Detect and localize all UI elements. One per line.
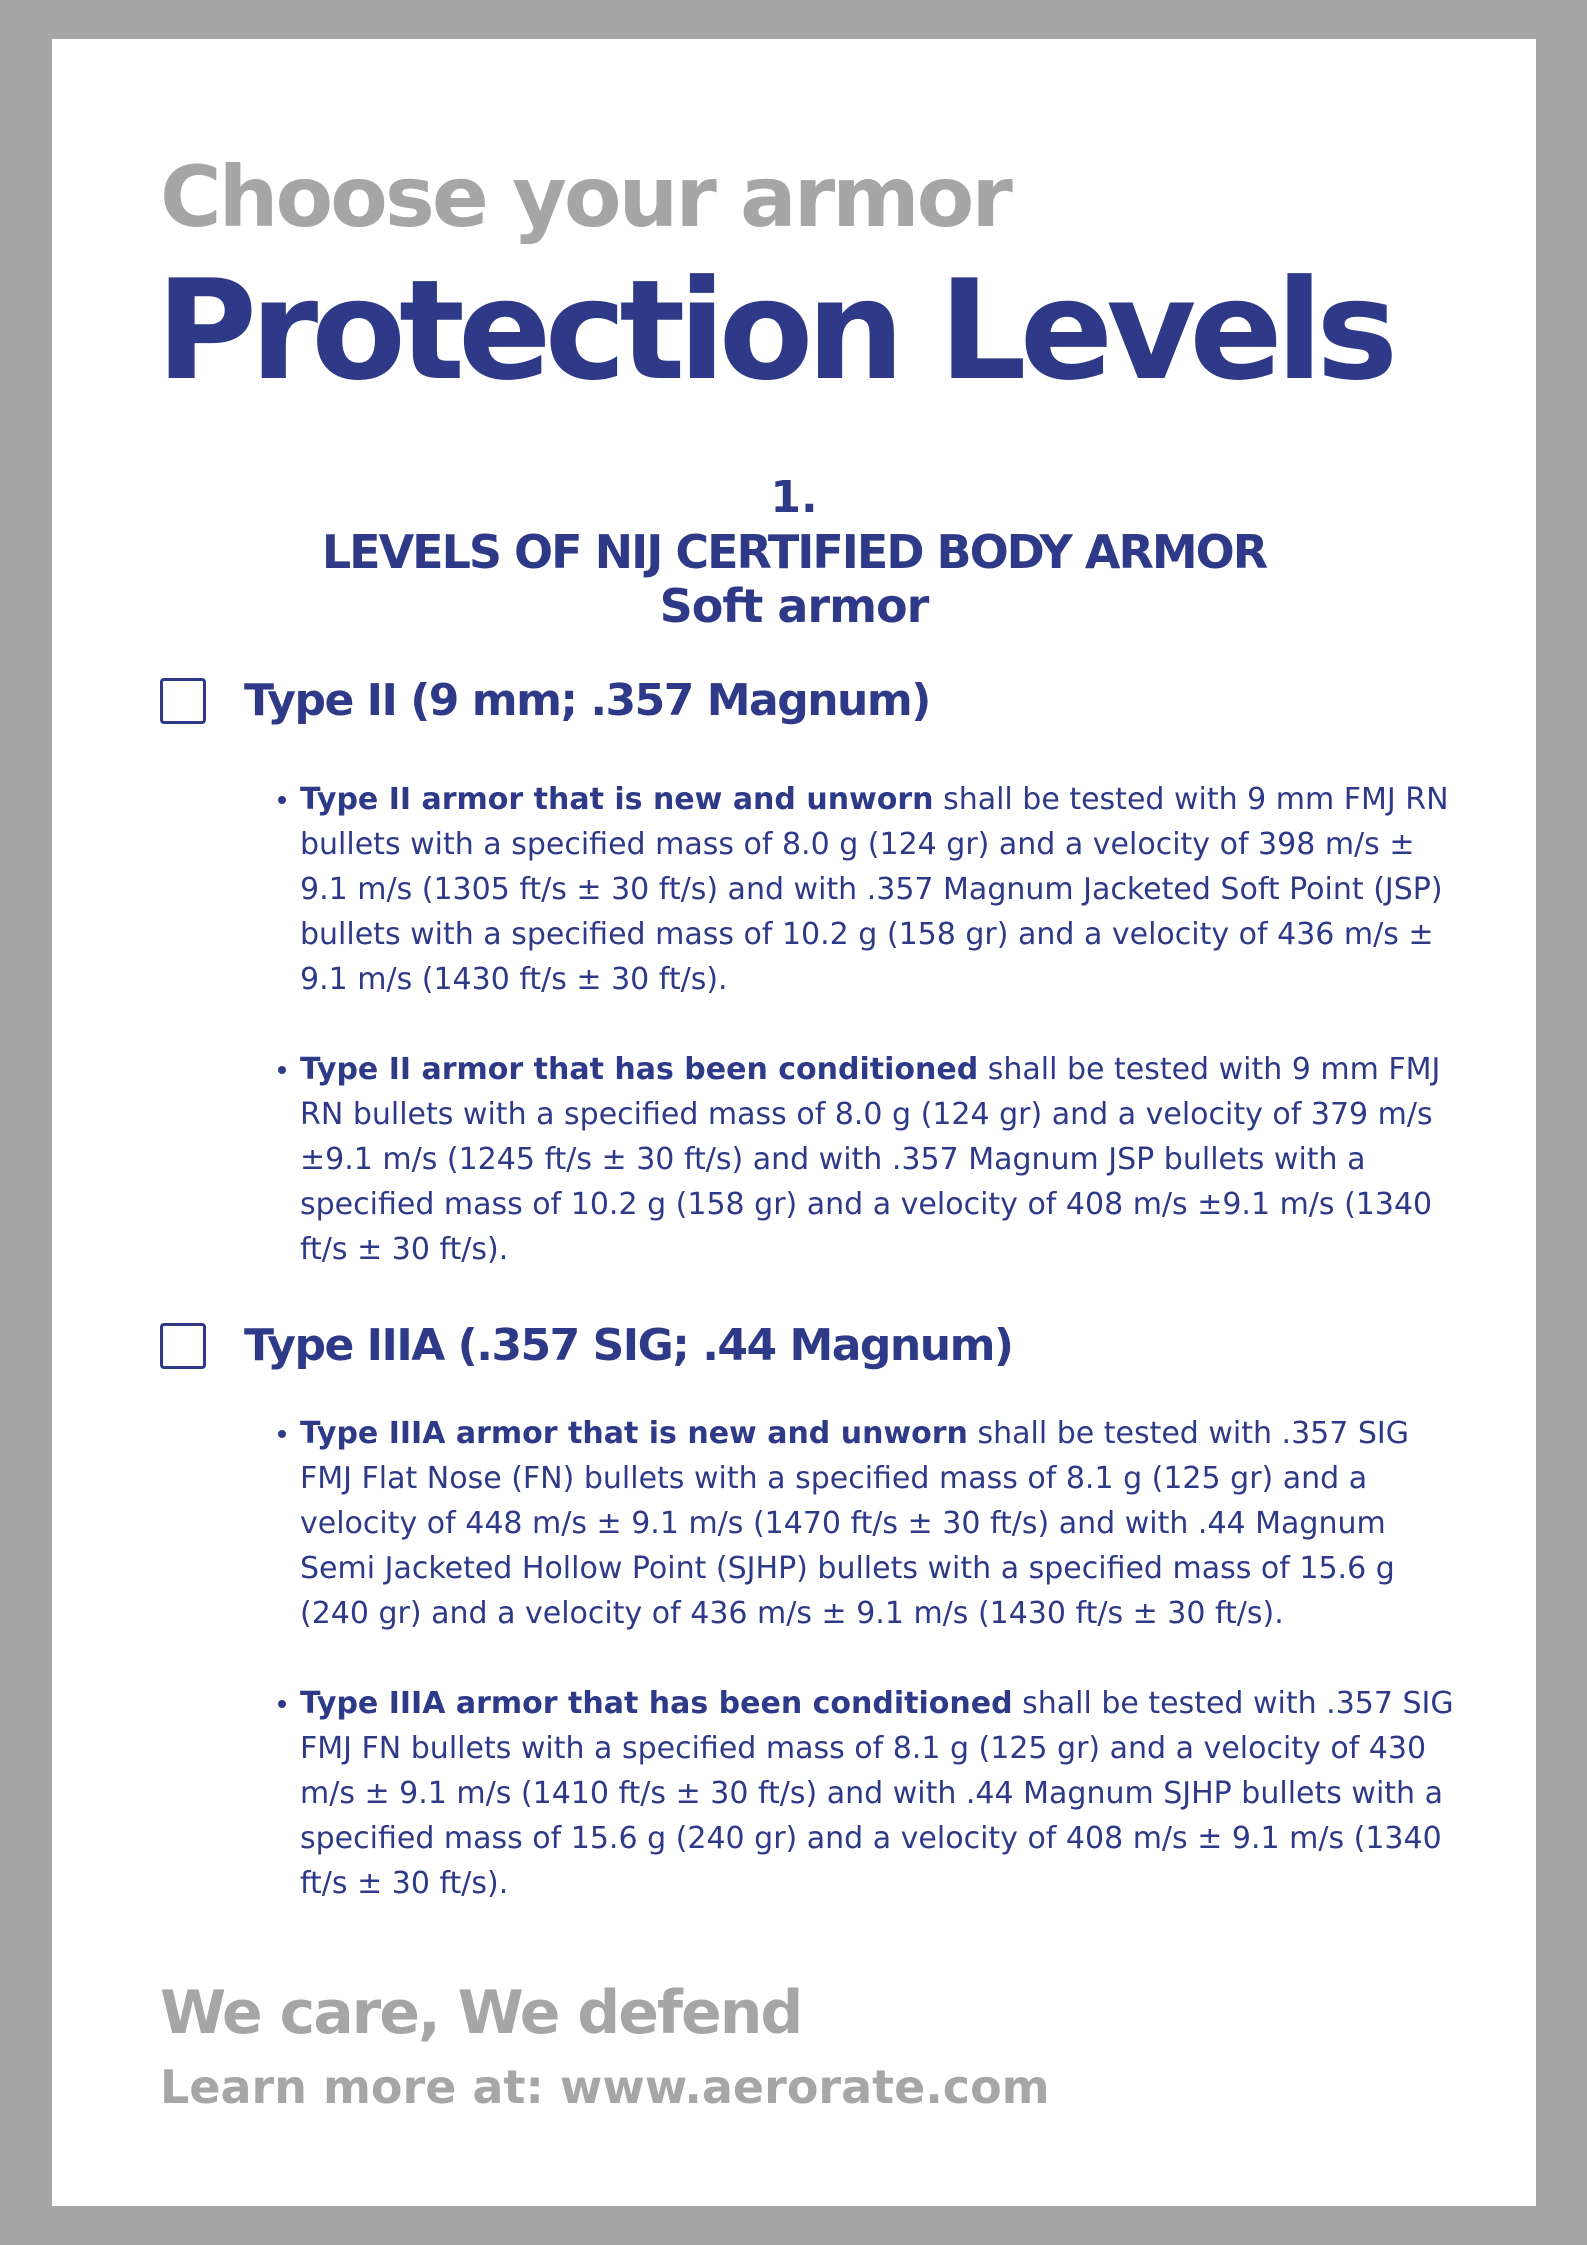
checkbox-type-iiia[interactable]: [160, 1323, 206, 1369]
list-item: [300, 777, 1470, 1002]
section-heading: [52, 471, 1536, 633]
document-page: [52, 39, 1536, 2206]
bullet-lead: Type II armor that is new and unworn: [300, 782, 934, 817]
bullet-text: shall be tested with 9 mm FMJ RN bullets with a specified mass of 8.0 g (124 gr) and a velocity of 379 m/s ±9.1 m/s (1245 ft/s ± 30 ft/s) and with .357 Magnum JSP bullets with a specified mass of 10.2 g (158 gr) and a velocity of 408 m/s ±9.1 m/s (1340 ft/s ± 30 ft/s).: [300, 1052, 1441, 1267]
type-title: Type II (9 mm; .357 Magnum): [244, 675, 930, 726]
section-number: 1.: [770, 472, 818, 523]
type-title: Type IIIA (.357 SIG; .44 Magnum): [244, 1320, 1013, 1371]
bullet-text: shall be tested with .357 SIG FMJ Flat Nose (FN) bullets with a specified mass of 8.1 g (125 gr) and a velocity of 448 m/s ± 9.1 m/s (1470 ft/s ± 30 ft/s) and with .44 Magnum Semi Jacketed Hollow Point (SJHP) bullets with a specified mass of 15.6 g (240 gr) and a velocity of 436 m/s ± 9.1 m/s (1430 ft/s ± 30 ft/s).: [300, 1416, 1410, 1631]
list-item: [300, 1681, 1470, 1906]
page-kicker: Choose your armor: [160, 148, 1010, 246]
bullet-list-type-iiia: [300, 1411, 1470, 1906]
bullet-text: shall be tested with .357 SIG FMJ FN bullets with a specified mass of 8.1 g (125 gr) and a velocity of 430 m/s ± 9.1 m/s (1410 ft/s ± 30 ft/s) and with .44 Magnum SJHP bullets with a specified mass of 15.6 g (240 gr) and a velocity of 408 m/s ± 9.1 m/s (1340 ft/s ± 30 ft/s).: [300, 1686, 1454, 1901]
type-row-type-iiia: [160, 1318, 1013, 1374]
list-item: [300, 1047, 1470, 1272]
footer-slogan: We care, We defend: [160, 1978, 802, 2048]
bullet-lead: Type IIIA armor that is new and unworn: [300, 1416, 968, 1451]
page-title: Protection Levels: [156, 250, 1392, 411]
section-title: LEVELS OF NIJ CERTIFIED BODY ARMOR: [321, 525, 1267, 579]
bullet-list-type-ii: [300, 777, 1470, 1272]
footer-learn-more-link[interactable]: Learn more at: www.aerorate.com: [160, 2060, 1050, 2114]
checkbox-type-ii[interactable]: [160, 678, 206, 724]
type-row-type-ii: [160, 673, 930, 729]
bullet-lead: Type IIIA armor that has been conditioned: [300, 1686, 1013, 1721]
section-subtitle: Soft armor: [659, 579, 929, 633]
bullet-text: shall be tested with 9 mm FMJ RN bullets with a specified mass of 8.0 g (124 gr) and a velocity of 398 m/s ± 9.1 m/s (1305 ft/s ± 30 ft/s) and with .357 Magnum Jacketed Soft Point (JSP) bullets with a specified mass of 10.2 g (158 gr) and a velocity of 436 m/s ± 9.1 m/s (1430 ft/s ± 30 ft/s).: [300, 782, 1449, 997]
list-item: [300, 1411, 1470, 1636]
bullet-lead: Type II armor that has been conditioned: [300, 1052, 979, 1087]
